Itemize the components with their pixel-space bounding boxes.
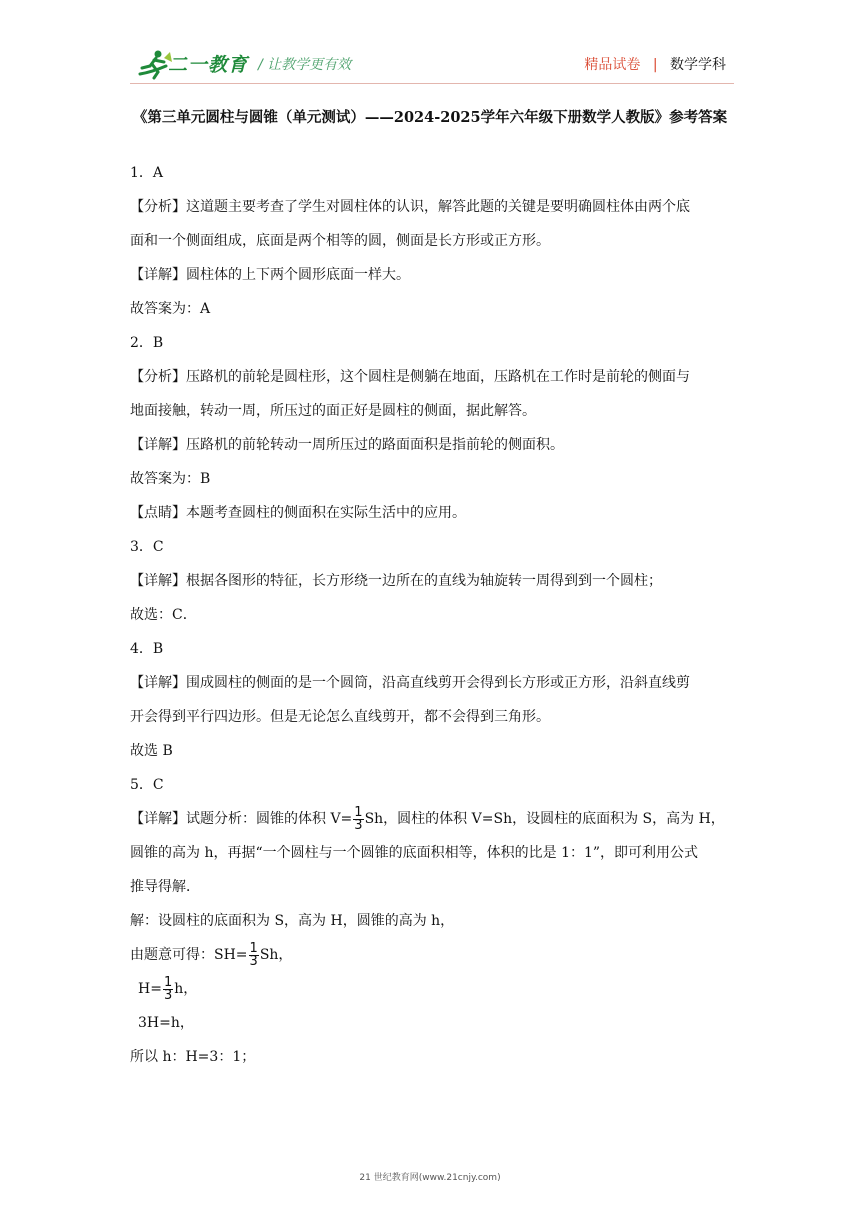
solution-step: 3H=h，: [138, 1015, 194, 1031]
analysis-text: 【分析】这道题主要考查了学生对圆柱体的认识，解答此题的关键是要明确圆柱体由两个底: [130, 199, 690, 215]
subject-name: 数学学科: [670, 57, 726, 73]
answer-number: 3．C: [130, 539, 164, 555]
answer-text: 故选：C．: [130, 607, 197, 623]
detail-text: Sh，圆柱的体积 V=Sh，设圆柱的底面积为 S，高为 H，: [364, 811, 725, 827]
header-subject: [584, 54, 726, 74]
solution-step: 所以 h：H=3：1；: [130, 1049, 256, 1065]
answer-text: 故选 B: [130, 743, 173, 759]
fraction-one-third: [249, 940, 259, 969]
fraction-numerator: 1: [249, 940, 258, 956]
answer-number: 2．B: [130, 335, 164, 351]
fraction-numerator: 1: [354, 804, 363, 820]
fraction-one-third: [353, 804, 363, 833]
page-footer: 21 世纪教育网(www.21cnjy.com): [359, 1173, 501, 1183]
fraction-numerator: 1: [163, 974, 173, 990]
analysis-text: 地面接触，转动一周，所压过的面正好是圆柱的侧面，据此解答。: [130, 403, 536, 419]
solution-text: 由题意可得：SH=: [130, 947, 248, 963]
detail-text: 圆锥的高为 h，再据“一个圆柱与一个圆锥的底面积相等，体积的比是 1：1”，即可利用公式: [130, 845, 699, 861]
answer-number: 4．B: [130, 641, 164, 657]
detail-text: 【详解】圆柱体的上下两个圆形底面一样大。: [130, 267, 410, 283]
solution-text: 解：设圆柱的底面积为 S，高为 H，圆锥的高为 h，: [130, 913, 455, 929]
analysis-text: 【分析】压路机的前轮是圆柱形，这个圆柱是侧躺在地面，压路机在工作时是前轮的侧面与: [130, 369, 690, 385]
detail-text: 推导得解．: [130, 879, 200, 895]
document-title: 《第三单元圆柱与圆锥（单元测试）——2024-2025学年六年级下册数学人教版》参考答案: [132, 109, 728, 126]
solution-text: H=: [138, 981, 162, 997]
page-header: [130, 42, 734, 82]
detail-text: 【详解】试题分析：圆锥的体积 V=: [130, 811, 353, 827]
solution-step: [130, 972, 734, 1006]
header-separator: |: [652, 57, 658, 73]
brand-name: 二一教育: [168, 54, 249, 76]
fraction-one-third: [163, 974, 173, 1003]
detail-text-with-fraction: [130, 802, 734, 836]
answer-content: [130, 156, 734, 1074]
detail-text: 开会得到平行四边形。但是无论怎么直线剪开，都不会得到三角形。: [130, 709, 550, 725]
answer-number: 1．A: [130, 165, 164, 181]
brand-slogan: / 让教学更有效: [258, 57, 352, 73]
solution-text: Sh，: [259, 947, 293, 963]
solution-text: h，: [174, 981, 198, 997]
answer-text: 故答案为：B: [130, 471, 211, 487]
fraction-denominator: 3: [163, 987, 173, 1003]
header-label: 精品试卷: [584, 57, 641, 73]
fraction-denominator: 3: [249, 953, 258, 969]
answer-number: 5．C: [130, 777, 164, 793]
detail-text: 【详解】压路机的前轮转动一周所压过的路面面积是指前轮的侧面积。: [130, 437, 564, 453]
solution-step: [130, 938, 734, 972]
fraction-denominator: 3: [354, 817, 363, 833]
detail-text: 【详解】根据各图形的特征，长方形绕一边所在的直线为轴旋转一周得到到一个圆柱；: [130, 573, 662, 589]
answer-text: 故答案为：A: [130, 301, 211, 317]
detail-text: 【详解】围成圆柱的侧面的是一个圆筒，沿高直线剪开会得到长方形或正方形，沿斜直线剪: [130, 675, 690, 691]
comment-text: 【点睛】本题考查圆柱的侧面积在实际生活中的应用。: [130, 505, 466, 521]
header-divider: [130, 83, 734, 84]
analysis-text: 面和一个侧面组成，底面是两个相等的圆，侧面是长方形或正方形。: [130, 233, 550, 249]
